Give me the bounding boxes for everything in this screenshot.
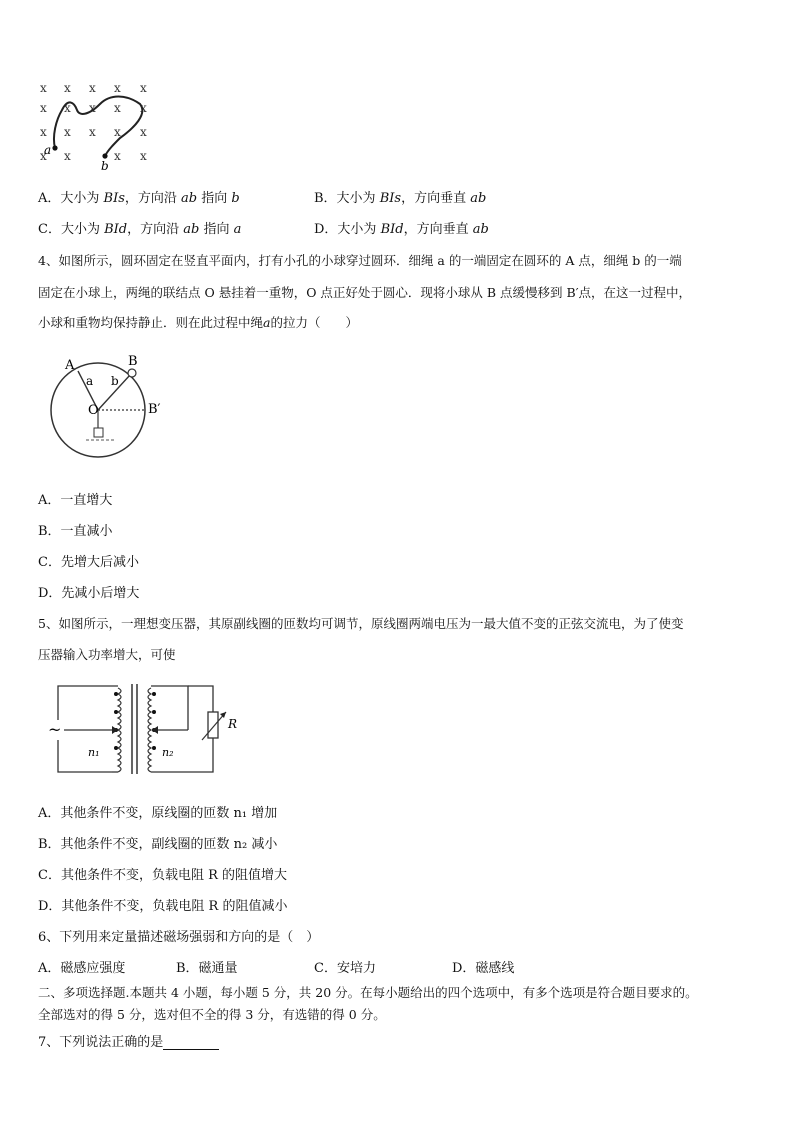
field-cross: x xyxy=(140,149,147,163)
q3-option-a-mid: ，方向沿 xyxy=(124,191,182,206)
label-A: A xyxy=(65,358,75,373)
field-cross: x xyxy=(40,101,47,115)
field-cross: x xyxy=(64,149,71,163)
q3-option-b-seg: ab xyxy=(470,191,487,206)
q4-option-d[interactable]: D．先减小后增大 xyxy=(38,586,140,601)
label-a: a xyxy=(44,143,52,157)
q6-option-c[interactable]: C．安培力 xyxy=(314,961,376,976)
q4-line-1: 4、如图所示，圆环固定在竖直平面内，打有小孔的小球穿过圆环．细绳 a 的一端固定在圆环的 A 点，细绳 b 的一端 xyxy=(38,253,682,268)
magnetic-field-figure xyxy=(30,76,170,172)
field-cross: x xyxy=(40,81,47,95)
q3-option-d-mid: ，方向垂直 xyxy=(403,222,473,237)
field-cross: x xyxy=(140,81,147,95)
label-rope-a: a xyxy=(86,374,94,388)
field-cross: x xyxy=(114,125,121,139)
point-b-dot xyxy=(102,153,107,158)
secondary-wire xyxy=(151,686,188,730)
label-rope-b: b xyxy=(111,374,119,388)
primary-slider-arrow xyxy=(112,726,118,734)
q4-line-3-post: 的拉力（ ） xyxy=(270,315,358,330)
label-Bprime: B′ xyxy=(148,402,161,417)
q6-option-d[interactable]: D．磁感线 xyxy=(452,961,515,976)
label-O: O xyxy=(88,403,99,418)
answer-blank[interactable] xyxy=(163,1037,219,1050)
secondary-return xyxy=(151,686,213,772)
q4-option-a[interactable]: A．一直增大 xyxy=(38,493,113,508)
q3-option-a-prefix: A．大小为 xyxy=(38,191,104,206)
n1-label: n₁ xyxy=(88,746,100,759)
section2-line-1: 二、多项选择题.本题共 4 小题，每小题 5 分，共 20 分。在每小题给出的四个选项中，有多个选项是符合题目要求的。 xyxy=(38,985,698,1000)
q4-option-c[interactable]: C．先增大后减小 xyxy=(38,555,139,570)
resistor xyxy=(208,712,218,738)
ring-figure xyxy=(50,352,170,464)
q3-option-d-var: BId xyxy=(380,222,404,237)
resistor-label: R xyxy=(228,717,238,731)
q6-option-a[interactable]: A．磁感应强度 xyxy=(38,961,126,976)
field-cross: x xyxy=(40,125,47,139)
q6-text: 6、下列用来定量描述磁场强弱和方向的是（ ） xyxy=(38,930,320,945)
q3-option-b[interactable] xyxy=(314,187,486,206)
field-cross: x xyxy=(140,125,147,139)
q3-option-b-var: BIs xyxy=(379,191,402,206)
q4-option-b[interactable]: B．一直减小 xyxy=(38,524,113,539)
q5-option-a[interactable]: A．其他条件不变，原线圈的匝数 n₁ 增加 xyxy=(38,806,278,821)
secondary-coil xyxy=(148,688,151,772)
q3-option-c-end: a xyxy=(233,222,242,237)
point-a-dot xyxy=(52,145,57,150)
n2-label: n₂ xyxy=(162,746,174,759)
field-cross: x xyxy=(89,101,96,115)
q3-option-c-mid: ，方向沿 xyxy=(127,222,184,237)
q5-line-1: 5、如图所示，一理想变压器，其原副线圈的匝数均可调节，原线圈两端电压为一最大值不变的正弦交流电，为了使变 xyxy=(38,616,684,631)
q3-option-a-var: BIs xyxy=(103,191,125,206)
q4-line-2: 固定在小球上，两绳的联结点 O 悬挂着一重物，O 点正好处于圆心．现将小球从 B 点缓慢移到 B′点，在这一过程中， xyxy=(38,285,692,300)
secondary-taps xyxy=(152,692,156,750)
q4-line-3-pre: 小球和重物均保持静止．则在此过程中绳 xyxy=(38,315,264,330)
field-cross: x xyxy=(64,101,71,115)
q3-option-c-seg: ab xyxy=(183,222,200,237)
field-cross: x xyxy=(40,149,47,163)
field-cross: x xyxy=(64,125,71,139)
label-B: B xyxy=(128,354,138,369)
weight xyxy=(94,428,103,437)
q4-line-3-var: a xyxy=(263,315,271,330)
q5-line-2: 压器输入功率增大，可使 xyxy=(38,647,176,662)
field-cross: x xyxy=(114,101,121,115)
secondary-slider-arrow xyxy=(152,726,158,734)
q3-option-c-suffix: 指向 xyxy=(199,222,234,237)
field-cross: x xyxy=(89,81,96,95)
field-cross: x xyxy=(140,101,147,115)
q3-option-a[interactable] xyxy=(38,187,240,206)
label-b: b xyxy=(101,159,109,172)
primary-wire xyxy=(58,686,112,772)
section2-line-2: 全部选对的得 5 分，选对但不全的得 3 分，有选错的得 0 分。 xyxy=(38,1007,386,1022)
q3-option-a-suffix: 指向 xyxy=(197,191,232,206)
q3-option-c-prefix: C．大小为 xyxy=(38,222,105,237)
field-cross: x xyxy=(64,81,71,95)
q6-option-b[interactable]: B．磁通量 xyxy=(176,961,238,976)
q7-text-label: 7、下列说法正确的是 xyxy=(38,1035,164,1050)
q3-option-c-var: BId xyxy=(104,222,128,237)
transformer-figure xyxy=(38,676,248,780)
q3-option-a-seg: ab xyxy=(181,191,198,206)
field-cross: x xyxy=(89,125,96,139)
q5-option-d[interactable]: D．其他条件不变，负载电阻 R 的阻值减小 xyxy=(38,899,288,914)
q3-option-b-prefix: B．大小为 xyxy=(314,191,380,206)
q4-line-3 xyxy=(38,313,358,331)
primary-taps xyxy=(114,692,118,750)
ball-b xyxy=(128,369,136,377)
q3-option-d-prefix: D．大小为 xyxy=(314,222,381,237)
field-cross: x xyxy=(114,81,121,95)
q7-text xyxy=(38,1031,219,1050)
field-cross: x xyxy=(114,149,121,163)
q3-option-c[interactable] xyxy=(38,218,241,237)
q3-option-a-end: b xyxy=(231,191,240,206)
primary-coil xyxy=(118,688,121,772)
q5-option-b[interactable]: B．其他条件不变，副线圈的匝数 n₂ 减小 xyxy=(38,837,278,852)
q5-option-c[interactable]: C．其他条件不变，负载电阻 R 的阻值增大 xyxy=(38,868,287,883)
q3-option-d-seg: ab xyxy=(472,222,489,237)
ac-source-label: ~ xyxy=(48,720,62,739)
q3-option-d[interactable] xyxy=(314,218,489,237)
q3-option-b-mid: ，方向垂直 xyxy=(401,191,471,206)
